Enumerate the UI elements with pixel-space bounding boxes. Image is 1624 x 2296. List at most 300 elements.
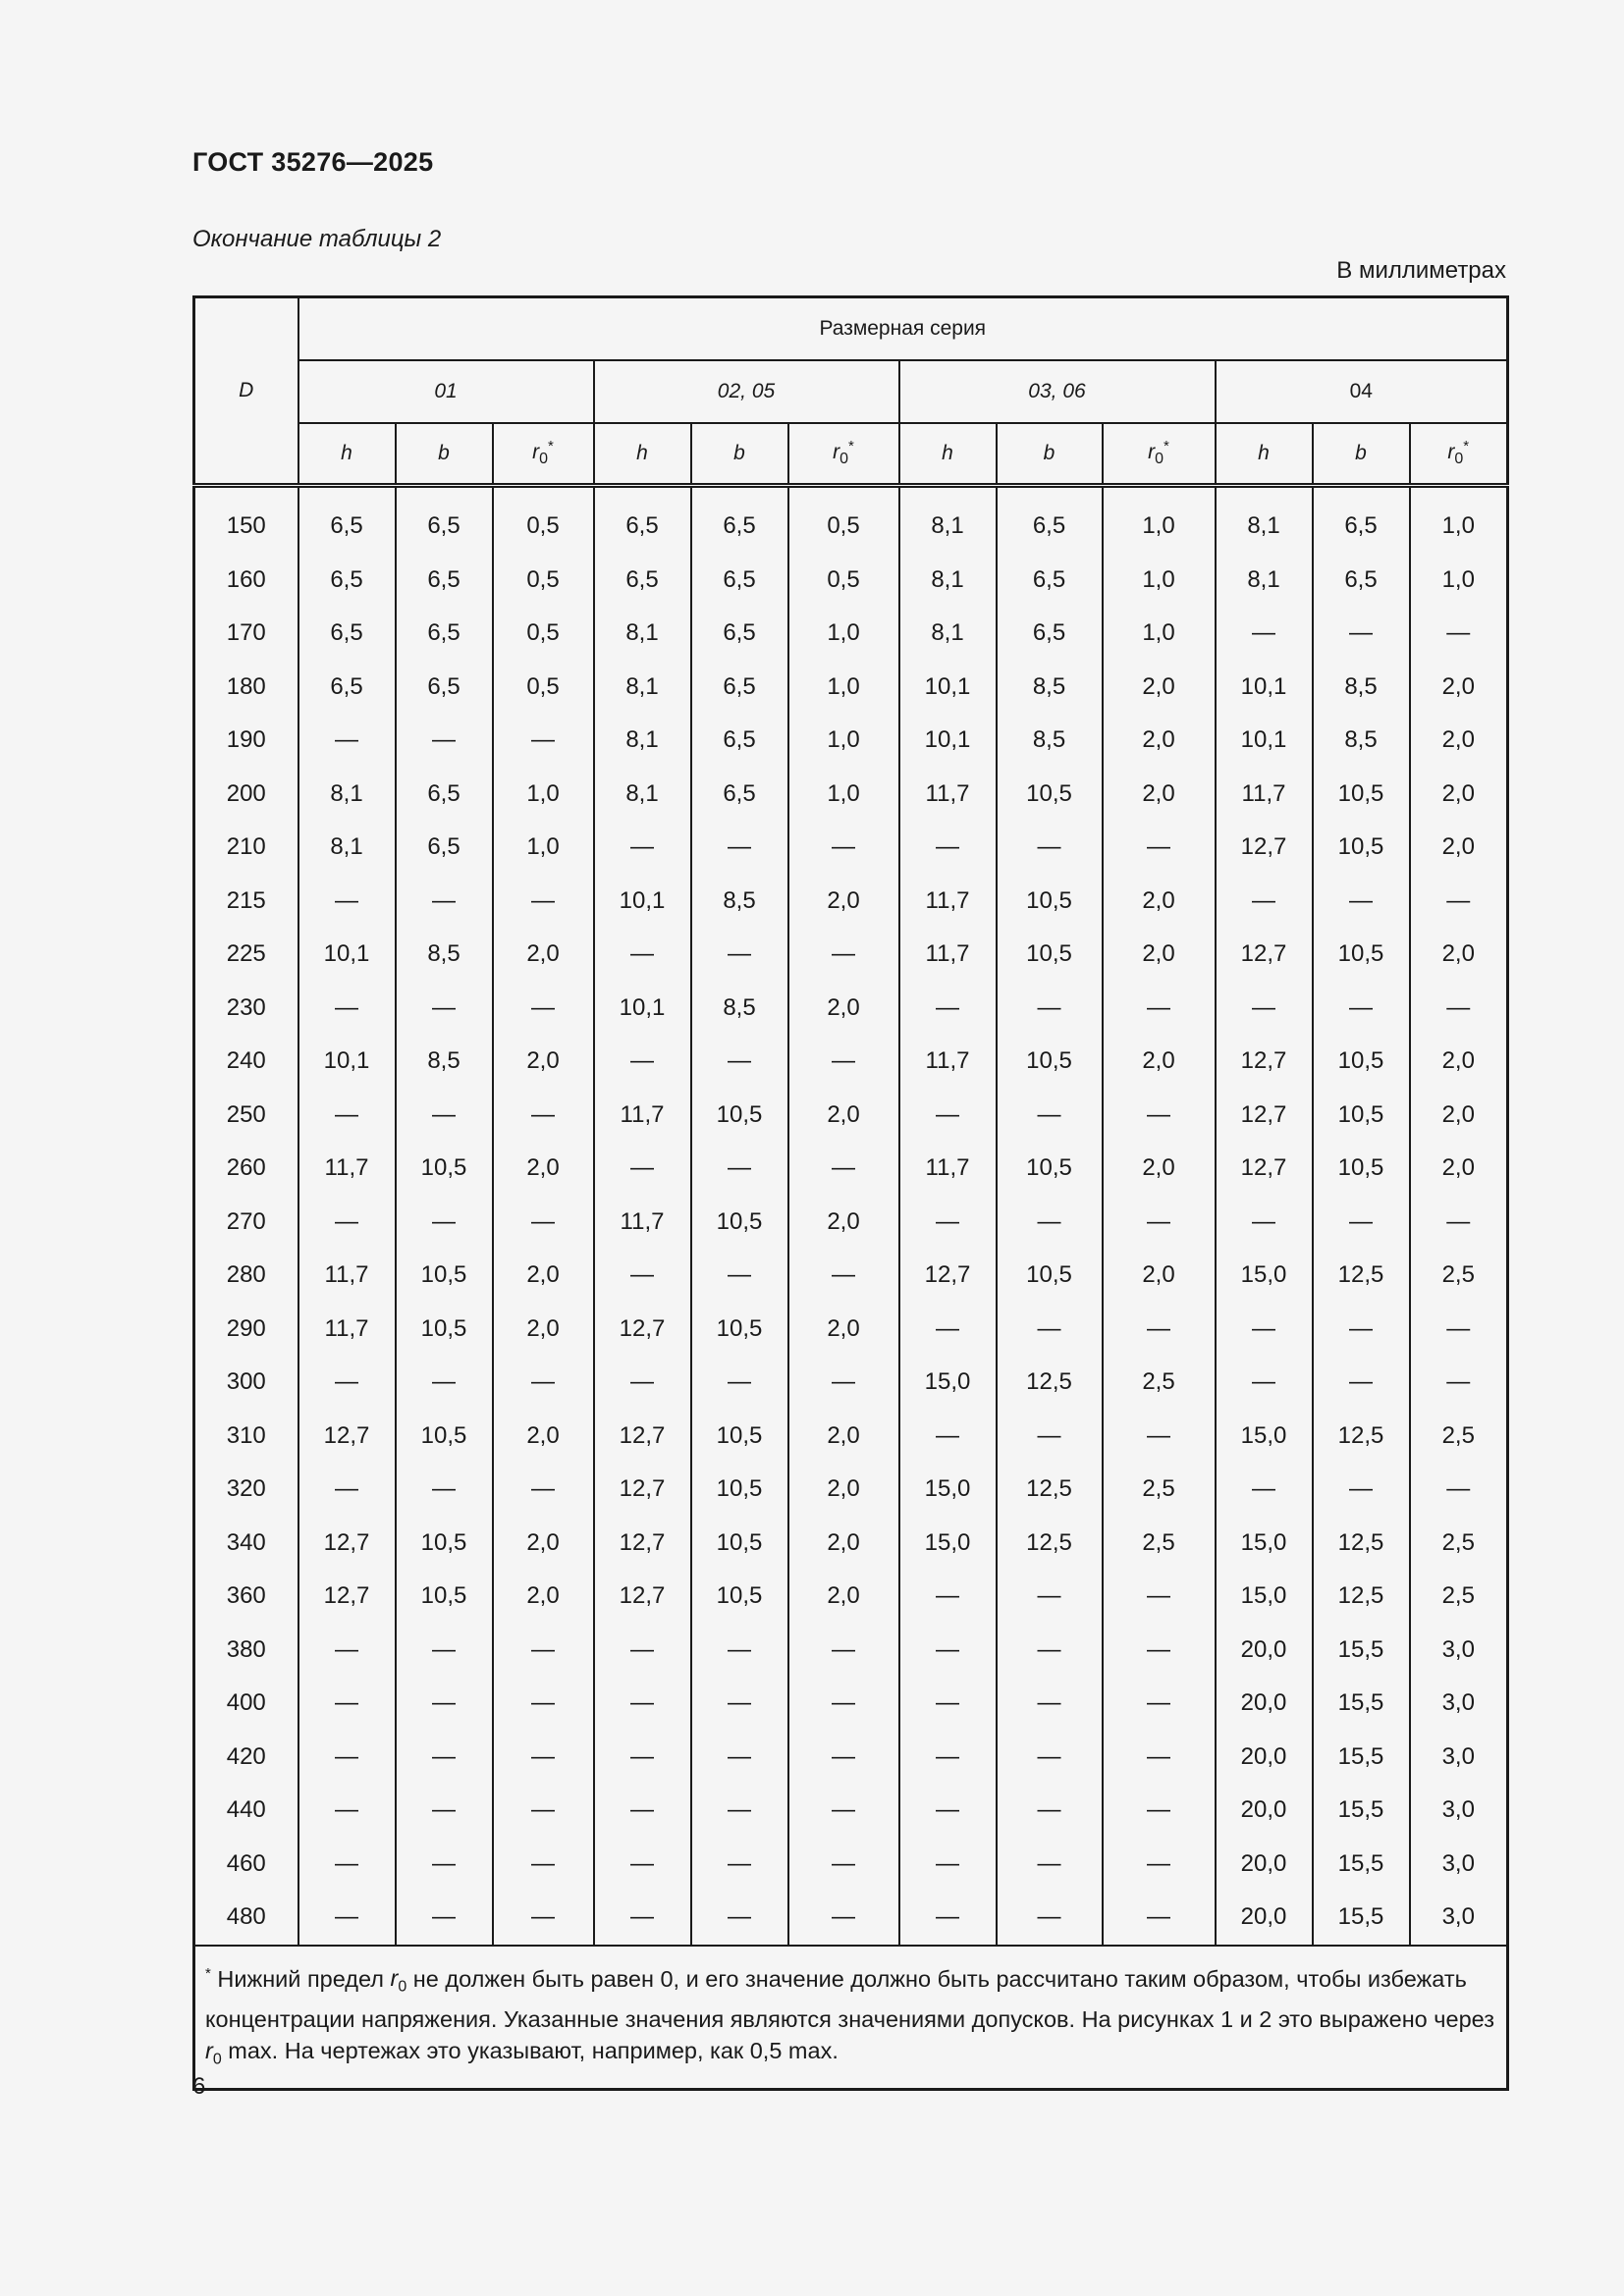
table-cell: —	[997, 1624, 1103, 1678]
table-cell: 1,0	[788, 714, 899, 768]
table-cell: 6,5	[396, 768, 493, 822]
table-cell: 10,5	[691, 1517, 788, 1571]
table-cell: 12,5	[997, 1517, 1103, 1571]
table-cell: 2,0	[788, 1410, 899, 1464]
table-cell: 12,5	[997, 1463, 1103, 1517]
table-cell: —	[899, 1410, 997, 1464]
header-r-star: *	[548, 438, 554, 455]
units-label: В миллиметрах	[1336, 257, 1506, 284]
table-cell: 15,0	[1216, 1570, 1313, 1624]
table-cell: 10,5	[396, 1410, 493, 1464]
cell-d: 440	[194, 1784, 298, 1838]
table-cell: 2,0	[1410, 1142, 1508, 1196]
table-cell: 6,5	[298, 607, 396, 661]
table-cell: 15,5	[1313, 1891, 1410, 1946]
table-cell: —	[899, 1731, 997, 1785]
cell-d: 180	[194, 661, 298, 715]
table-cell: 0,5	[493, 486, 594, 554]
table-cell: —	[691, 1838, 788, 1892]
table-cell: 6,5	[997, 486, 1103, 554]
table-cell: —	[1216, 1196, 1313, 1250]
cell-d: 420	[194, 1731, 298, 1785]
table-cell: —	[691, 928, 788, 982]
table-cell: 2,0	[493, 1410, 594, 1464]
table-cell: 8,1	[594, 607, 691, 661]
table-cell: 10,5	[691, 1303, 788, 1357]
table-cell: —	[594, 1249, 691, 1303]
table-cell: 8,5	[396, 1035, 493, 1089]
table-cell: —	[1410, 1196, 1508, 1250]
table-cell: 12,7	[899, 1249, 997, 1303]
cell-d: 310	[194, 1410, 298, 1464]
table-cell: 0,5	[788, 554, 899, 608]
table-cell: —	[1103, 982, 1216, 1036]
table-cell: 10,5	[691, 1410, 788, 1464]
table-cell: 8,1	[899, 554, 997, 608]
table-row	[194, 1356, 1508, 1410]
table-cell: 10,5	[691, 1463, 788, 1517]
table-cell: —	[396, 1463, 493, 1517]
table-cell: —	[997, 1677, 1103, 1731]
table-cell: 2,0	[788, 1463, 899, 1517]
table-cell: 10,5	[396, 1303, 493, 1357]
cell-d: 280	[194, 1249, 298, 1303]
table-cell: 3,0	[1410, 1731, 1508, 1785]
table-cell: —	[396, 1356, 493, 1410]
table-row	[194, 1035, 1508, 1089]
table-cell: 2,0	[788, 1196, 899, 1250]
table-row	[194, 1784, 1508, 1838]
table-cell: 6,5	[691, 768, 788, 822]
table-cell: —	[594, 1142, 691, 1196]
table-row	[194, 661, 1508, 715]
table-row	[194, 821, 1508, 875]
table-cell: 2,5	[1103, 1463, 1216, 1517]
table-cell: —	[788, 1142, 899, 1196]
table-cell: 8,1	[899, 486, 997, 554]
cell-d: 215	[194, 875, 298, 929]
cell-d: 270	[194, 1196, 298, 1250]
table-cell: 15,0	[1216, 1249, 1313, 1303]
table-cell: 10,5	[396, 1570, 493, 1624]
table-cell: —	[1216, 875, 1313, 929]
table-cell: —	[1103, 1196, 1216, 1250]
table-cell: 20,0	[1216, 1731, 1313, 1785]
header-b: b	[396, 423, 493, 486]
table-cell: —	[594, 1891, 691, 1946]
table-cell: —	[1103, 1410, 1216, 1464]
table-cell: —	[899, 821, 997, 875]
table-cell: —	[298, 982, 396, 1036]
table-cell: —	[691, 1677, 788, 1731]
footnote-r-sub-2: 0	[212, 2051, 222, 2068]
table-cell: —	[997, 821, 1103, 875]
table-cell: —	[298, 714, 396, 768]
table-row	[194, 554, 1508, 608]
table-cell: —	[788, 1624, 899, 1678]
table-cell: 2,0	[1103, 875, 1216, 929]
table-cell: 1,0	[1103, 607, 1216, 661]
table-cell: 12,5	[1313, 1410, 1410, 1464]
table-cell: —	[594, 1356, 691, 1410]
table-cell: —	[997, 1410, 1103, 1464]
table-cell: —	[594, 1784, 691, 1838]
table-row	[194, 768, 1508, 822]
table-cell: 11,7	[899, 875, 997, 929]
table-cell: 0,5	[493, 554, 594, 608]
table-cell: —	[1313, 875, 1410, 929]
table-cell: 10,5	[1313, 821, 1410, 875]
table-cell: 1,0	[788, 607, 899, 661]
table-row	[194, 1142, 1508, 1196]
table-cell: —	[899, 1838, 997, 1892]
table-cell: 3,0	[1410, 1784, 1508, 1838]
table-cell: —	[1103, 1838, 1216, 1892]
table-cell: 1,0	[1103, 554, 1216, 608]
subheader-row	[194, 423, 1508, 486]
header-r-sub: 0	[839, 451, 849, 468]
table-cell: 10,5	[997, 768, 1103, 822]
table-cell: 1,0	[1410, 486, 1508, 554]
table-cell: 10,5	[1313, 928, 1410, 982]
table-cell: —	[691, 1891, 788, 1946]
table-cell: 3,0	[1410, 1838, 1508, 1892]
table-cell: 15,5	[1313, 1677, 1410, 1731]
table-cell: —	[396, 1624, 493, 1678]
document-title: ГОСТ 35276—2025	[192, 147, 434, 177]
header-series-03-06: 03, 06	[899, 360, 1216, 423]
table-cell: 12,7	[1216, 1142, 1313, 1196]
table-cell: 20,0	[1216, 1838, 1313, 1892]
cell-d: 160	[194, 554, 298, 608]
table-cell: 10,5	[997, 928, 1103, 982]
header-r0	[788, 423, 899, 486]
table-cell: —	[899, 1570, 997, 1624]
table-cell: 8,5	[997, 714, 1103, 768]
table-cell: —	[1103, 1570, 1216, 1624]
table-cell: 11,7	[1216, 768, 1313, 822]
table-cell: 12,7	[1216, 1035, 1313, 1089]
table-cell: —	[298, 1891, 396, 1946]
cell-d: 320	[194, 1463, 298, 1517]
table-cell: 15,0	[1216, 1517, 1313, 1571]
table-cell: 2,0	[788, 1570, 899, 1624]
table-cell: 12,7	[298, 1517, 396, 1571]
footnote-text-1: Нижний предел	[210, 1965, 391, 1992]
table-cell: 2,0	[1410, 1089, 1508, 1143]
table-cell: 2,0	[1410, 768, 1508, 822]
table-cell: 10,1	[594, 982, 691, 1036]
table-row	[194, 1249, 1508, 1303]
table-cell: 2,0	[788, 1517, 899, 1571]
table-cell: 3,0	[1410, 1891, 1508, 1946]
table-cell: 6,5	[997, 554, 1103, 608]
table-cell: 6,5	[691, 607, 788, 661]
table-row	[194, 875, 1508, 929]
table-cell: 15,5	[1313, 1838, 1410, 1892]
footnote-r-2: r	[205, 2038, 213, 2064]
table-cell: —	[788, 1356, 899, 1410]
table-cell: 10,5	[691, 1570, 788, 1624]
table-cell: 1,0	[788, 768, 899, 822]
cell-d: 190	[194, 714, 298, 768]
table-row	[194, 1677, 1508, 1731]
header-series-02-05: 02, 05	[594, 360, 899, 423]
table-cell: 2,0	[1103, 768, 1216, 822]
table-cell: 15,5	[1313, 1624, 1410, 1678]
table-cell: 12,7	[594, 1517, 691, 1571]
table-cell: 2,0	[493, 928, 594, 982]
header-h: h	[1216, 423, 1313, 486]
table-cell: 6,5	[298, 486, 396, 554]
table-cell: —	[493, 1196, 594, 1250]
table-cell: —	[493, 1089, 594, 1143]
table-cell: —	[1410, 982, 1508, 1036]
table-cell: 2,0	[1103, 928, 1216, 982]
table-cell: —	[997, 1303, 1103, 1357]
cell-d: 260	[194, 1142, 298, 1196]
table-cell: —	[396, 1731, 493, 1785]
table-cell: —	[691, 1731, 788, 1785]
table-cell: 6,5	[396, 821, 493, 875]
table-cell: 6,5	[396, 661, 493, 715]
table-cell: —	[1103, 1303, 1216, 1357]
table-cell: 15,5	[1313, 1731, 1410, 1785]
table-cell: 12,7	[298, 1410, 396, 1464]
header-series-01: 01	[298, 360, 594, 423]
table-cell: 8,1	[899, 607, 997, 661]
table-cell: —	[594, 928, 691, 982]
table-cell: 15,0	[899, 1517, 997, 1571]
table-cell: —	[298, 1731, 396, 1785]
table-cell: —	[899, 1089, 997, 1143]
table-cell: —	[298, 1356, 396, 1410]
table-cell: 12,7	[1216, 821, 1313, 875]
table-cell: —	[298, 1784, 396, 1838]
cell-d: 460	[194, 1838, 298, 1892]
table-row	[194, 607, 1508, 661]
table-cell: 0,5	[493, 661, 594, 715]
table-cell: —	[1216, 1356, 1313, 1410]
table-cell: 8,5	[1313, 714, 1410, 768]
table-row	[194, 1838, 1508, 1892]
table-row	[194, 928, 1508, 982]
table-cell: 10,5	[396, 1517, 493, 1571]
table-cell: 6,5	[594, 554, 691, 608]
table-cell: —	[1216, 982, 1313, 1036]
table-cell: 10,5	[1313, 1035, 1410, 1089]
cell-d: 400	[194, 1677, 298, 1731]
table-cell: —	[1410, 875, 1508, 929]
table-cell: 10,1	[594, 875, 691, 929]
table-cell: 8,1	[594, 714, 691, 768]
header-b: b	[691, 423, 788, 486]
table-cell: —	[788, 1677, 899, 1731]
table-cell: 3,0	[1410, 1624, 1508, 1678]
table-cell: 2,5	[1410, 1570, 1508, 1624]
header-h: h	[298, 423, 396, 486]
table-cell: 2,0	[788, 1089, 899, 1143]
table-cell: 2,0	[1103, 661, 1216, 715]
table-cell: 2,5	[1103, 1356, 1216, 1410]
cell-d: 250	[194, 1089, 298, 1143]
header-b: b	[997, 423, 1103, 486]
table-cell: —	[493, 1624, 594, 1678]
table-cell: —	[493, 1731, 594, 1785]
table-cell: 11,7	[899, 1035, 997, 1089]
table-cell: —	[1410, 607, 1508, 661]
table-cell: —	[1216, 1303, 1313, 1357]
table-cell: —	[899, 1677, 997, 1731]
table-cell: 11,7	[899, 1142, 997, 1196]
table-cell: 10,5	[1313, 768, 1410, 822]
table-cell: —	[1313, 1356, 1410, 1410]
table-cell: —	[594, 1624, 691, 1678]
table-cell: 12,7	[594, 1410, 691, 1464]
table-cell: 10,5	[997, 1142, 1103, 1196]
table-cell: —	[1410, 1303, 1508, 1357]
table-cell: 6,5	[396, 607, 493, 661]
header-r0	[1410, 423, 1508, 486]
table-cell: —	[298, 1624, 396, 1678]
footnote-text-3: max. На чертежах это указывают, например, как 0,5 max.	[221, 2038, 839, 2064]
cell-d: 240	[194, 1035, 298, 1089]
table-cell: —	[997, 1838, 1103, 1892]
table-row	[194, 486, 1508, 554]
table-cell: 8,1	[1216, 486, 1313, 554]
table-cell: —	[298, 1838, 396, 1892]
header-b: b	[1313, 423, 1410, 486]
table-cell: 6,5	[298, 661, 396, 715]
footnote-r: r	[390, 1965, 399, 1992]
table-cell: 12,7	[298, 1570, 396, 1624]
table-cell: 10,1	[899, 714, 997, 768]
table-footnote	[194, 1946, 1508, 2090]
table-cell: 2,0	[788, 1303, 899, 1357]
table-cell: 20,0	[1216, 1677, 1313, 1731]
table-cell: 11,7	[298, 1303, 396, 1357]
table-cell: —	[396, 1196, 493, 1250]
header-size-series: Размерная серия	[298, 297, 1508, 361]
table-cell: —	[788, 1035, 899, 1089]
table-row	[194, 1303, 1508, 1357]
table-cell: —	[594, 821, 691, 875]
table-cell: 8,1	[594, 768, 691, 822]
table-cell: 10,1	[1216, 661, 1313, 715]
table-cell: —	[594, 1838, 691, 1892]
table-cell: —	[997, 1570, 1103, 1624]
table-cell: —	[997, 982, 1103, 1036]
table-cell: 2,5	[1410, 1410, 1508, 1464]
table-cell: 15,0	[899, 1356, 997, 1410]
table-cell: 2,0	[493, 1303, 594, 1357]
table-cell: —	[788, 821, 899, 875]
table-cell: 2,0	[493, 1142, 594, 1196]
table-cell: 15,5	[1313, 1784, 1410, 1838]
table-cell: 6,5	[396, 554, 493, 608]
table-cell: —	[1103, 1089, 1216, 1143]
table-cell: —	[493, 982, 594, 1036]
table-cell: —	[1313, 1196, 1410, 1250]
table-cell: 11,7	[899, 768, 997, 822]
table-row	[194, 1410, 1508, 1464]
header-r: r	[532, 441, 540, 464]
table-cell: —	[899, 1784, 997, 1838]
cell-d: 340	[194, 1517, 298, 1571]
table-cell: —	[298, 875, 396, 929]
table-cell: 12,5	[1313, 1517, 1410, 1571]
table-cell: 10,5	[997, 1249, 1103, 1303]
table-cell: 12,7	[1216, 1089, 1313, 1143]
table-cell: 2,0	[1410, 714, 1508, 768]
table-cell: —	[997, 1196, 1103, 1250]
table-cell: —	[1313, 1463, 1410, 1517]
table-cell: 6,5	[691, 714, 788, 768]
header-r-sub: 0	[1454, 451, 1464, 468]
header-r-sub: 0	[539, 451, 549, 468]
cell-d: 360	[194, 1570, 298, 1624]
table-row	[194, 1570, 1508, 1624]
dimensions-table	[192, 295, 1509, 2091]
cell-d: 210	[194, 821, 298, 875]
header-r: r	[1148, 441, 1156, 464]
table-cell: 10,5	[997, 875, 1103, 929]
cell-d: 150	[194, 486, 298, 554]
header-r0	[493, 423, 594, 486]
table-cell: 6,5	[594, 486, 691, 554]
table-cell: 6,5	[298, 554, 396, 608]
table-cell: —	[691, 1784, 788, 1838]
table-cell: 8,1	[298, 821, 396, 875]
table-cell: —	[493, 1356, 594, 1410]
table-row	[194, 1517, 1508, 1571]
table-cell: —	[899, 982, 997, 1036]
table-cell: —	[594, 1731, 691, 1785]
table-cell: —	[997, 1089, 1103, 1143]
table-cell: —	[396, 875, 493, 929]
table-cell: —	[899, 1196, 997, 1250]
table-cell: 10,1	[1216, 714, 1313, 768]
footnote-r0-2	[205, 2038, 222, 2068]
table-row	[194, 714, 1508, 768]
table-cell: 12,7	[594, 1463, 691, 1517]
table-cell: 15,0	[899, 1463, 997, 1517]
table-cell: 2,0	[788, 875, 899, 929]
table-cell: 10,1	[899, 661, 997, 715]
table-cell: —	[1313, 607, 1410, 661]
header-r-star: *	[848, 438, 854, 455]
table-cell: 2,0	[1103, 1249, 1216, 1303]
table-cell: —	[899, 1303, 997, 1357]
table-cell: —	[691, 1249, 788, 1303]
header-r-sub: 0	[1155, 451, 1164, 468]
table-cell: 10,5	[691, 1196, 788, 1250]
table-cell: 2,0	[1410, 821, 1508, 875]
table-cell: 8,1	[594, 661, 691, 715]
table-cell: 8,5	[691, 875, 788, 929]
table-cell: 6,5	[1313, 554, 1410, 608]
table-cell: 2,5	[1410, 1517, 1508, 1571]
table-cell: 11,7	[298, 1142, 396, 1196]
table-cell: —	[788, 1731, 899, 1785]
table-cell: 20,0	[1216, 1624, 1313, 1678]
table-cell: —	[788, 928, 899, 982]
table-cell: 10,1	[298, 1035, 396, 1089]
cell-d: 200	[194, 768, 298, 822]
table-cell: —	[594, 1677, 691, 1731]
table-cell: —	[396, 982, 493, 1036]
table-cell: 12,5	[1313, 1570, 1410, 1624]
